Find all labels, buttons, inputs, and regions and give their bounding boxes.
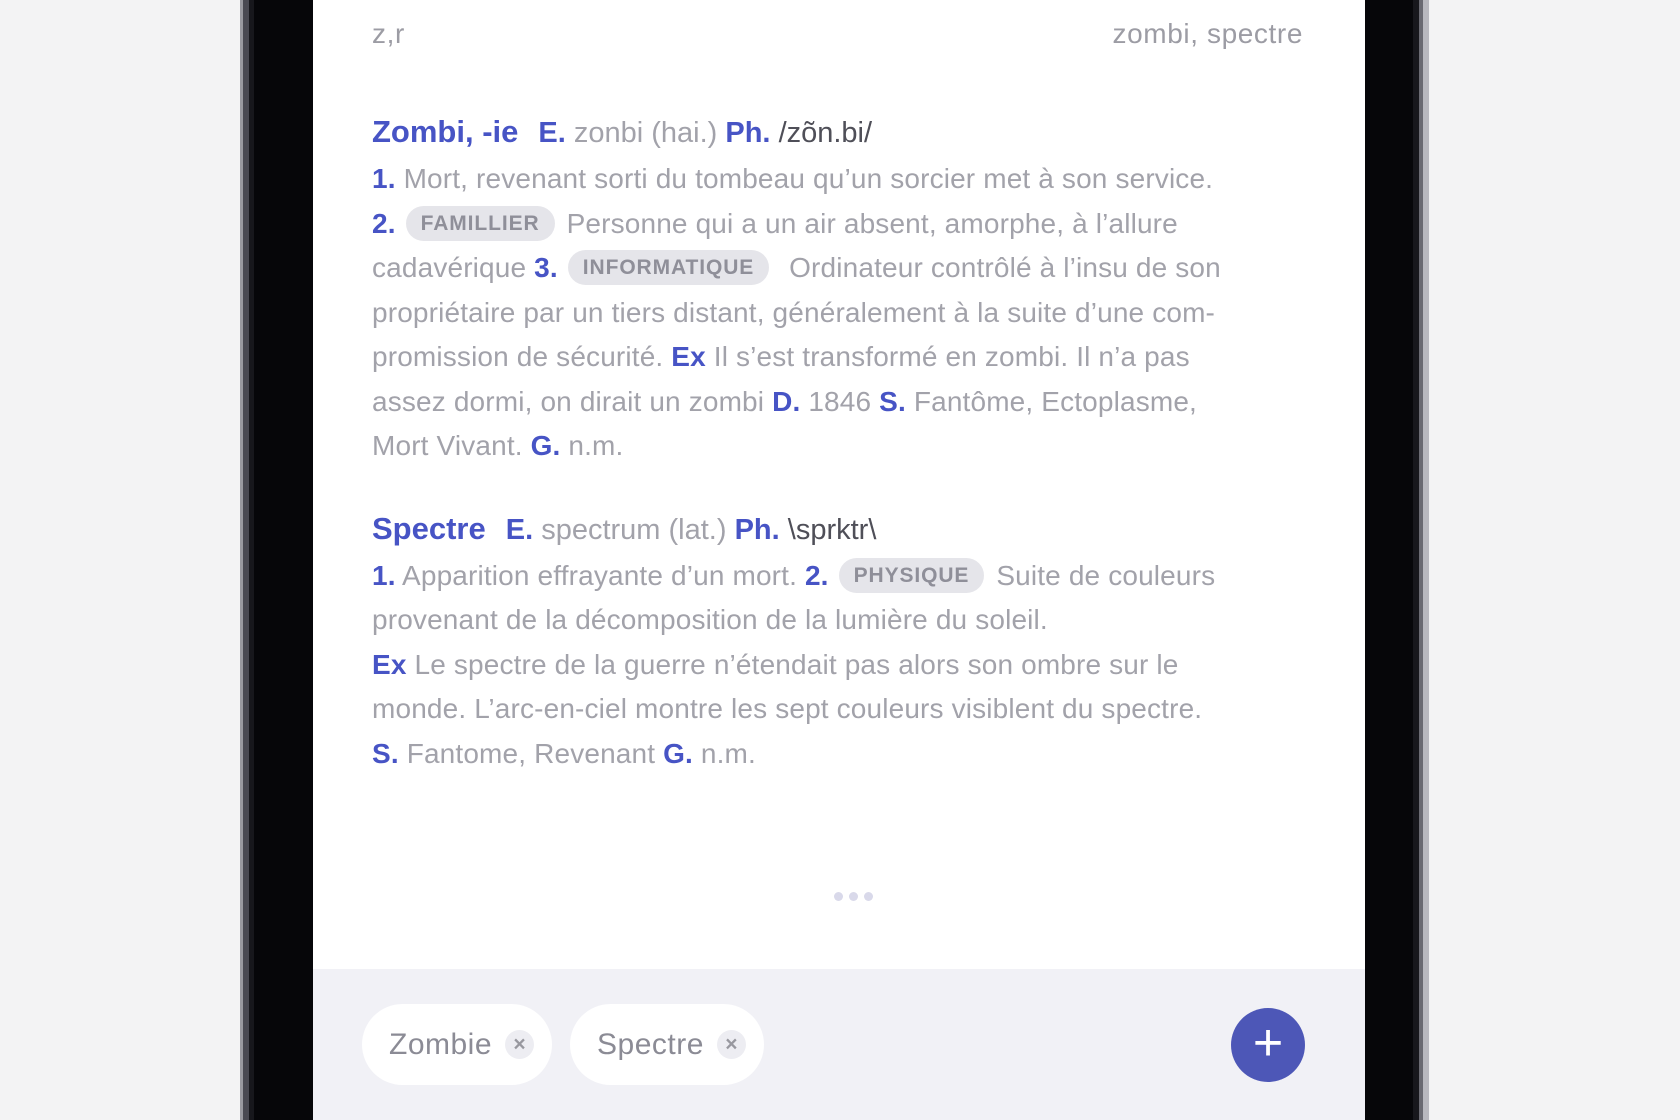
entries	[372, 110, 1335, 776]
close-icon: ×	[513, 1033, 526, 1056]
text-marker: G.	[663, 737, 693, 769]
dictionary-entry	[372, 507, 1335, 777]
more-dot	[834, 892, 843, 901]
device-bezel-right	[1365, 0, 1429, 1120]
dictionary-entry	[372, 110, 1335, 469]
chip-label: Spectre	[597, 1027, 704, 1061]
text-marker: Ex	[671, 341, 706, 372]
text-body: Mort, revenant sorti du tombeau qu’un sorcier met à son service.	[395, 163, 1214, 194]
text-marker: D.	[772, 385, 801, 417]
domain-badge: PHYSIQUE	[839, 558, 985, 593]
text-body: Personne qui a un air absent, amorphe, à l’allure	[566, 207, 1178, 239]
text-body	[771, 117, 779, 149]
chip-spectre[interactable]	[570, 1004, 764, 1085]
text-body: Le spectre de la guerre n’étendait pas alors son ombre sur le	[406, 648, 1179, 680]
text-body: Ordinateur contrôlé à l’insu de son	[781, 252, 1221, 283]
text-body: n.m.	[692, 737, 756, 769]
top-bar	[313, 0, 1365, 50]
text-body: cadavérique	[372, 252, 535, 283]
entry-headline	[372, 110, 1335, 155]
app-screen	[313, 0, 1365, 1120]
text-body: 1846	[800, 385, 880, 417]
text-marker: S.	[372, 737, 399, 769]
domain-badge: FAMILLIER	[406, 206, 555, 241]
device-bezel-left	[240, 0, 313, 1120]
text-body: Suite de couleurs	[996, 559, 1216, 591]
text-body: Apparition effrayante d’un mort.	[395, 559, 805, 591]
text-body: spectrum (lat.)	[533, 513, 735, 546]
text-marker: 1.	[372, 559, 396, 591]
text-body: n.m.	[560, 430, 624, 461]
close-icon: ×	[725, 1033, 738, 1056]
text-phon: \sprktr\	[787, 513, 877, 546]
more-dot	[849, 892, 858, 901]
text-body: propriétaire par un tiers distant, généralement à la suite d’une com-	[372, 296, 1216, 328]
text-marker: 3.	[534, 252, 558, 283]
text-marker: G.	[530, 430, 561, 461]
text-headword: Zombi, -ie	[372, 114, 519, 149]
results-label: zombi, spectre	[1112, 18, 1303, 49]
text-body: Fantome, Revenant	[398, 737, 664, 769]
more-dot	[864, 892, 873, 901]
text-marker: Ph.	[725, 117, 771, 149]
chip-label: Zombie	[389, 1027, 493, 1061]
text-marker: E.	[538, 117, 566, 149]
text-body	[780, 514, 788, 546]
text-headword: Spectre	[372, 510, 486, 546]
add-word-button[interactable]	[1231, 1008, 1305, 1082]
chip-remove-button[interactable]	[505, 1030, 534, 1059]
text-body: Fantôme, Ectoplasme,	[905, 385, 1197, 417]
text-marker: 2.	[372, 207, 396, 239]
text-body: assez dormi, on dirait un zombi	[372, 385, 773, 417]
plus-icon: +	[1252, 1013, 1284, 1072]
text-marker: 1.	[372, 163, 396, 194]
entry-body	[372, 157, 1332, 469]
text-marker: E.	[505, 513, 534, 546]
more-indicator[interactable]	[372, 892, 1335, 901]
query-label: z,r	[372, 18, 405, 49]
text-body: monde. L’arc-en-ciel montre les sept couleurs visiblent du spectre.	[372, 693, 1203, 724]
text-phon: /zõn.bi/	[778, 117, 873, 149]
text-marker: Ph.	[734, 513, 780, 546]
text-body: Mort Vivant.	[372, 430, 531, 461]
chip-remove-button[interactable]	[717, 1030, 746, 1059]
text-marker: S.	[879, 385, 906, 417]
text-body: provenant de la décomposition de la lumière du soleil.	[372, 604, 1048, 635]
bottom-bar	[313, 969, 1365, 1120]
text-body: zonbi (hai.)	[565, 117, 726, 149]
definitions-area	[313, 50, 1365, 969]
text-marker: 2.	[804, 559, 829, 591]
text-body: promission de sécurité.	[372, 341, 672, 372]
chip-zombie[interactable]	[362, 1004, 552, 1085]
text-marker: Ex	[372, 648, 407, 680]
entry-headline	[372, 507, 1335, 552]
text-body: Il s’est transformé en zombi. Il n’a pas	[705, 341, 1190, 372]
entry-body	[372, 554, 1332, 777]
domain-badge: INFORMATIQUE	[568, 250, 769, 285]
